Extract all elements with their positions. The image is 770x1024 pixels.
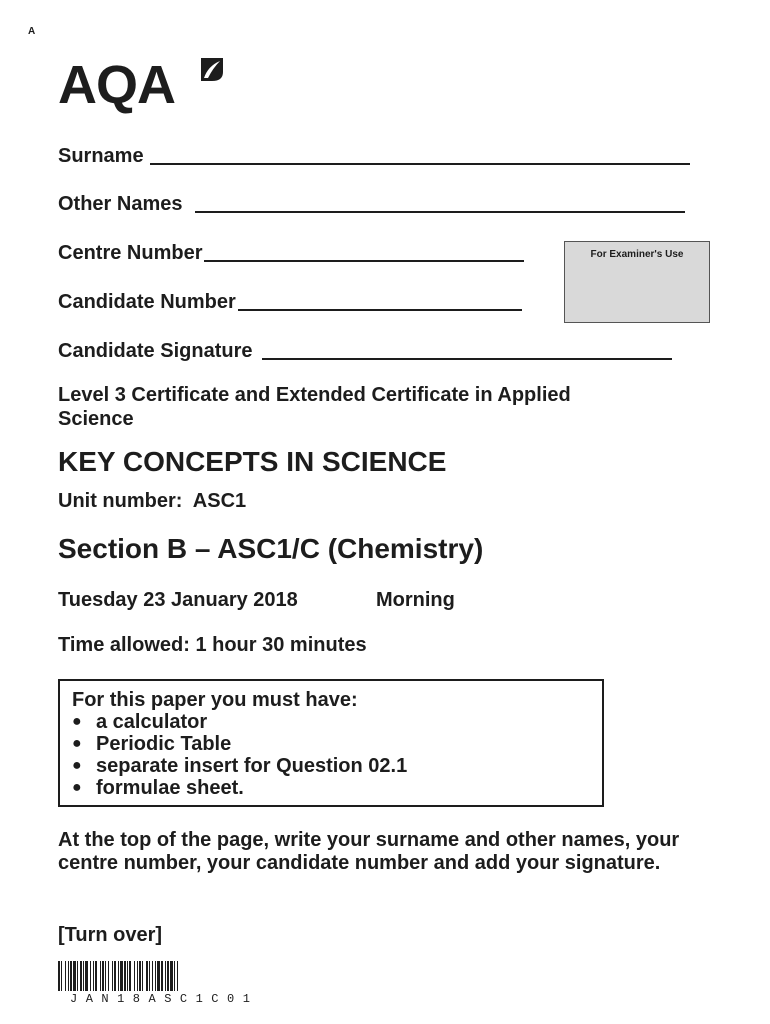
- barcode-bar: [167, 961, 169, 991]
- materials-item-text: separate insert for Question 02.1: [96, 755, 408, 777]
- centre-number-line[interactable]: [204, 256, 524, 262]
- qualification-title: Level 3 Certificate and Extended Certificate in Applied Science: [58, 384, 571, 430]
- barcode-bar: [157, 961, 160, 991]
- barcode-bar: [152, 961, 153, 991]
- aqa-logo-text: AQA: [58, 55, 175, 115]
- barcode-bar: [90, 961, 91, 991]
- candidate-signature-field[interactable]: [58, 334, 672, 362]
- aqa-logo: [58, 50, 228, 114]
- instructions-text: At the top of the page, write your surname and other names, your centre number, your candidate number and add your signature.: [58, 829, 680, 874]
- barcode-bar: [61, 961, 62, 991]
- barcode-bar: [120, 961, 123, 991]
- centre-number-field[interactable]: [58, 236, 524, 264]
- turn-over-label: [Turn over]: [58, 924, 163, 946]
- barcode-bar: [83, 961, 84, 991]
- bullet-icon: ●: [72, 713, 82, 730]
- candidate-number-field[interactable]: [58, 285, 522, 313]
- exam-date: Tuesday 23 January 2018: [58, 589, 298, 611]
- materials-heading: For this paper you must have:: [72, 689, 358, 711]
- materials-list: [72, 711, 590, 799]
- barcode-bar: [177, 961, 178, 991]
- unit-number: Unit number: ASC1: [58, 490, 247, 512]
- candidate-signature-label: Candidate Signature: [58, 340, 253, 362]
- other-names-line[interactable]: [195, 207, 685, 213]
- materials-item-text: a calculator: [96, 711, 208, 733]
- barcode-bar: [80, 961, 82, 991]
- barcode-bar: [105, 961, 106, 991]
- barcode-bar: [93, 961, 94, 991]
- barcode-bar: [127, 961, 128, 991]
- bullet-icon: ●: [72, 757, 82, 774]
- surname-field[interactable]: [58, 139, 690, 167]
- candidate-number-label: Candidate Number: [58, 291, 236, 313]
- barcode-bar: [124, 961, 126, 991]
- barcode-bar: [174, 961, 175, 991]
- barcode-bar: [129, 961, 131, 991]
- barcode-bar: [65, 961, 66, 991]
- barcode-bar: [161, 961, 163, 991]
- barcode-bar: [137, 961, 138, 991]
- barcode-bar: [100, 961, 101, 991]
- leaf-icon: [198, 54, 226, 86]
- barcode-bar: [118, 961, 119, 991]
- list-item: [72, 733, 590, 755]
- barcode-text: JAN18ASC1C01: [70, 992, 259, 1006]
- list-item: [72, 711, 590, 733]
- exam-session: Morning: [376, 589, 455, 611]
- barcode-bar: [95, 961, 97, 991]
- examiner-use-box: [564, 241, 710, 323]
- barcode-bar: [58, 961, 60, 991]
- materials-item-text: Periodic Table: [96, 733, 232, 755]
- barcode-bar: [139, 961, 141, 991]
- materials-box: [58, 679, 604, 807]
- barcode-bar: [114, 961, 116, 991]
- list-item: [72, 755, 590, 777]
- examiner-use-label: For Examiner's Use: [590, 249, 684, 260]
- barcode: [58, 961, 306, 991]
- time-allowed: Time allowed: 1 hour 30 minutes: [58, 634, 367, 656]
- section-title: Section B – ASC1/C (Chemistry): [58, 533, 484, 564]
- paper-title: KEY CONCEPTS IN SCIENCE: [58, 446, 447, 477]
- barcode-bar: [102, 961, 104, 991]
- barcode-bar: [134, 961, 135, 991]
- candidate-signature-line[interactable]: [262, 354, 672, 360]
- candidate-number-line[interactable]: [238, 305, 522, 311]
- list-item: [72, 777, 590, 799]
- barcode-bar: [85, 961, 88, 991]
- barcode-bar: [146, 961, 148, 991]
- corner-mark: A: [28, 26, 36, 37]
- barcode-bar: [77, 961, 78, 991]
- bullet-icon: ●: [72, 779, 82, 796]
- other-names-label: Other Names: [58, 193, 183, 215]
- barcode-bar: [165, 961, 166, 991]
- barcode-bar: [112, 961, 113, 991]
- barcode-bar: [142, 961, 143, 991]
- barcode-bar: [170, 961, 173, 991]
- barcode-bar: [68, 961, 69, 991]
- centre-number-label: Centre Number: [58, 242, 203, 264]
- surname-label: Surname: [58, 145, 144, 167]
- surname-line[interactable]: [150, 159, 690, 165]
- barcode-bar: [73, 961, 76, 991]
- other-names-field[interactable]: [58, 187, 685, 215]
- barcode-bar: [155, 961, 156, 991]
- barcode-bar: [70, 961, 72, 991]
- materials-item-text: formulae sheet.: [96, 777, 244, 799]
- barcode-bar: [108, 961, 109, 991]
- barcode-bar: [149, 961, 150, 991]
- bullet-icon: ●: [72, 735, 82, 752]
